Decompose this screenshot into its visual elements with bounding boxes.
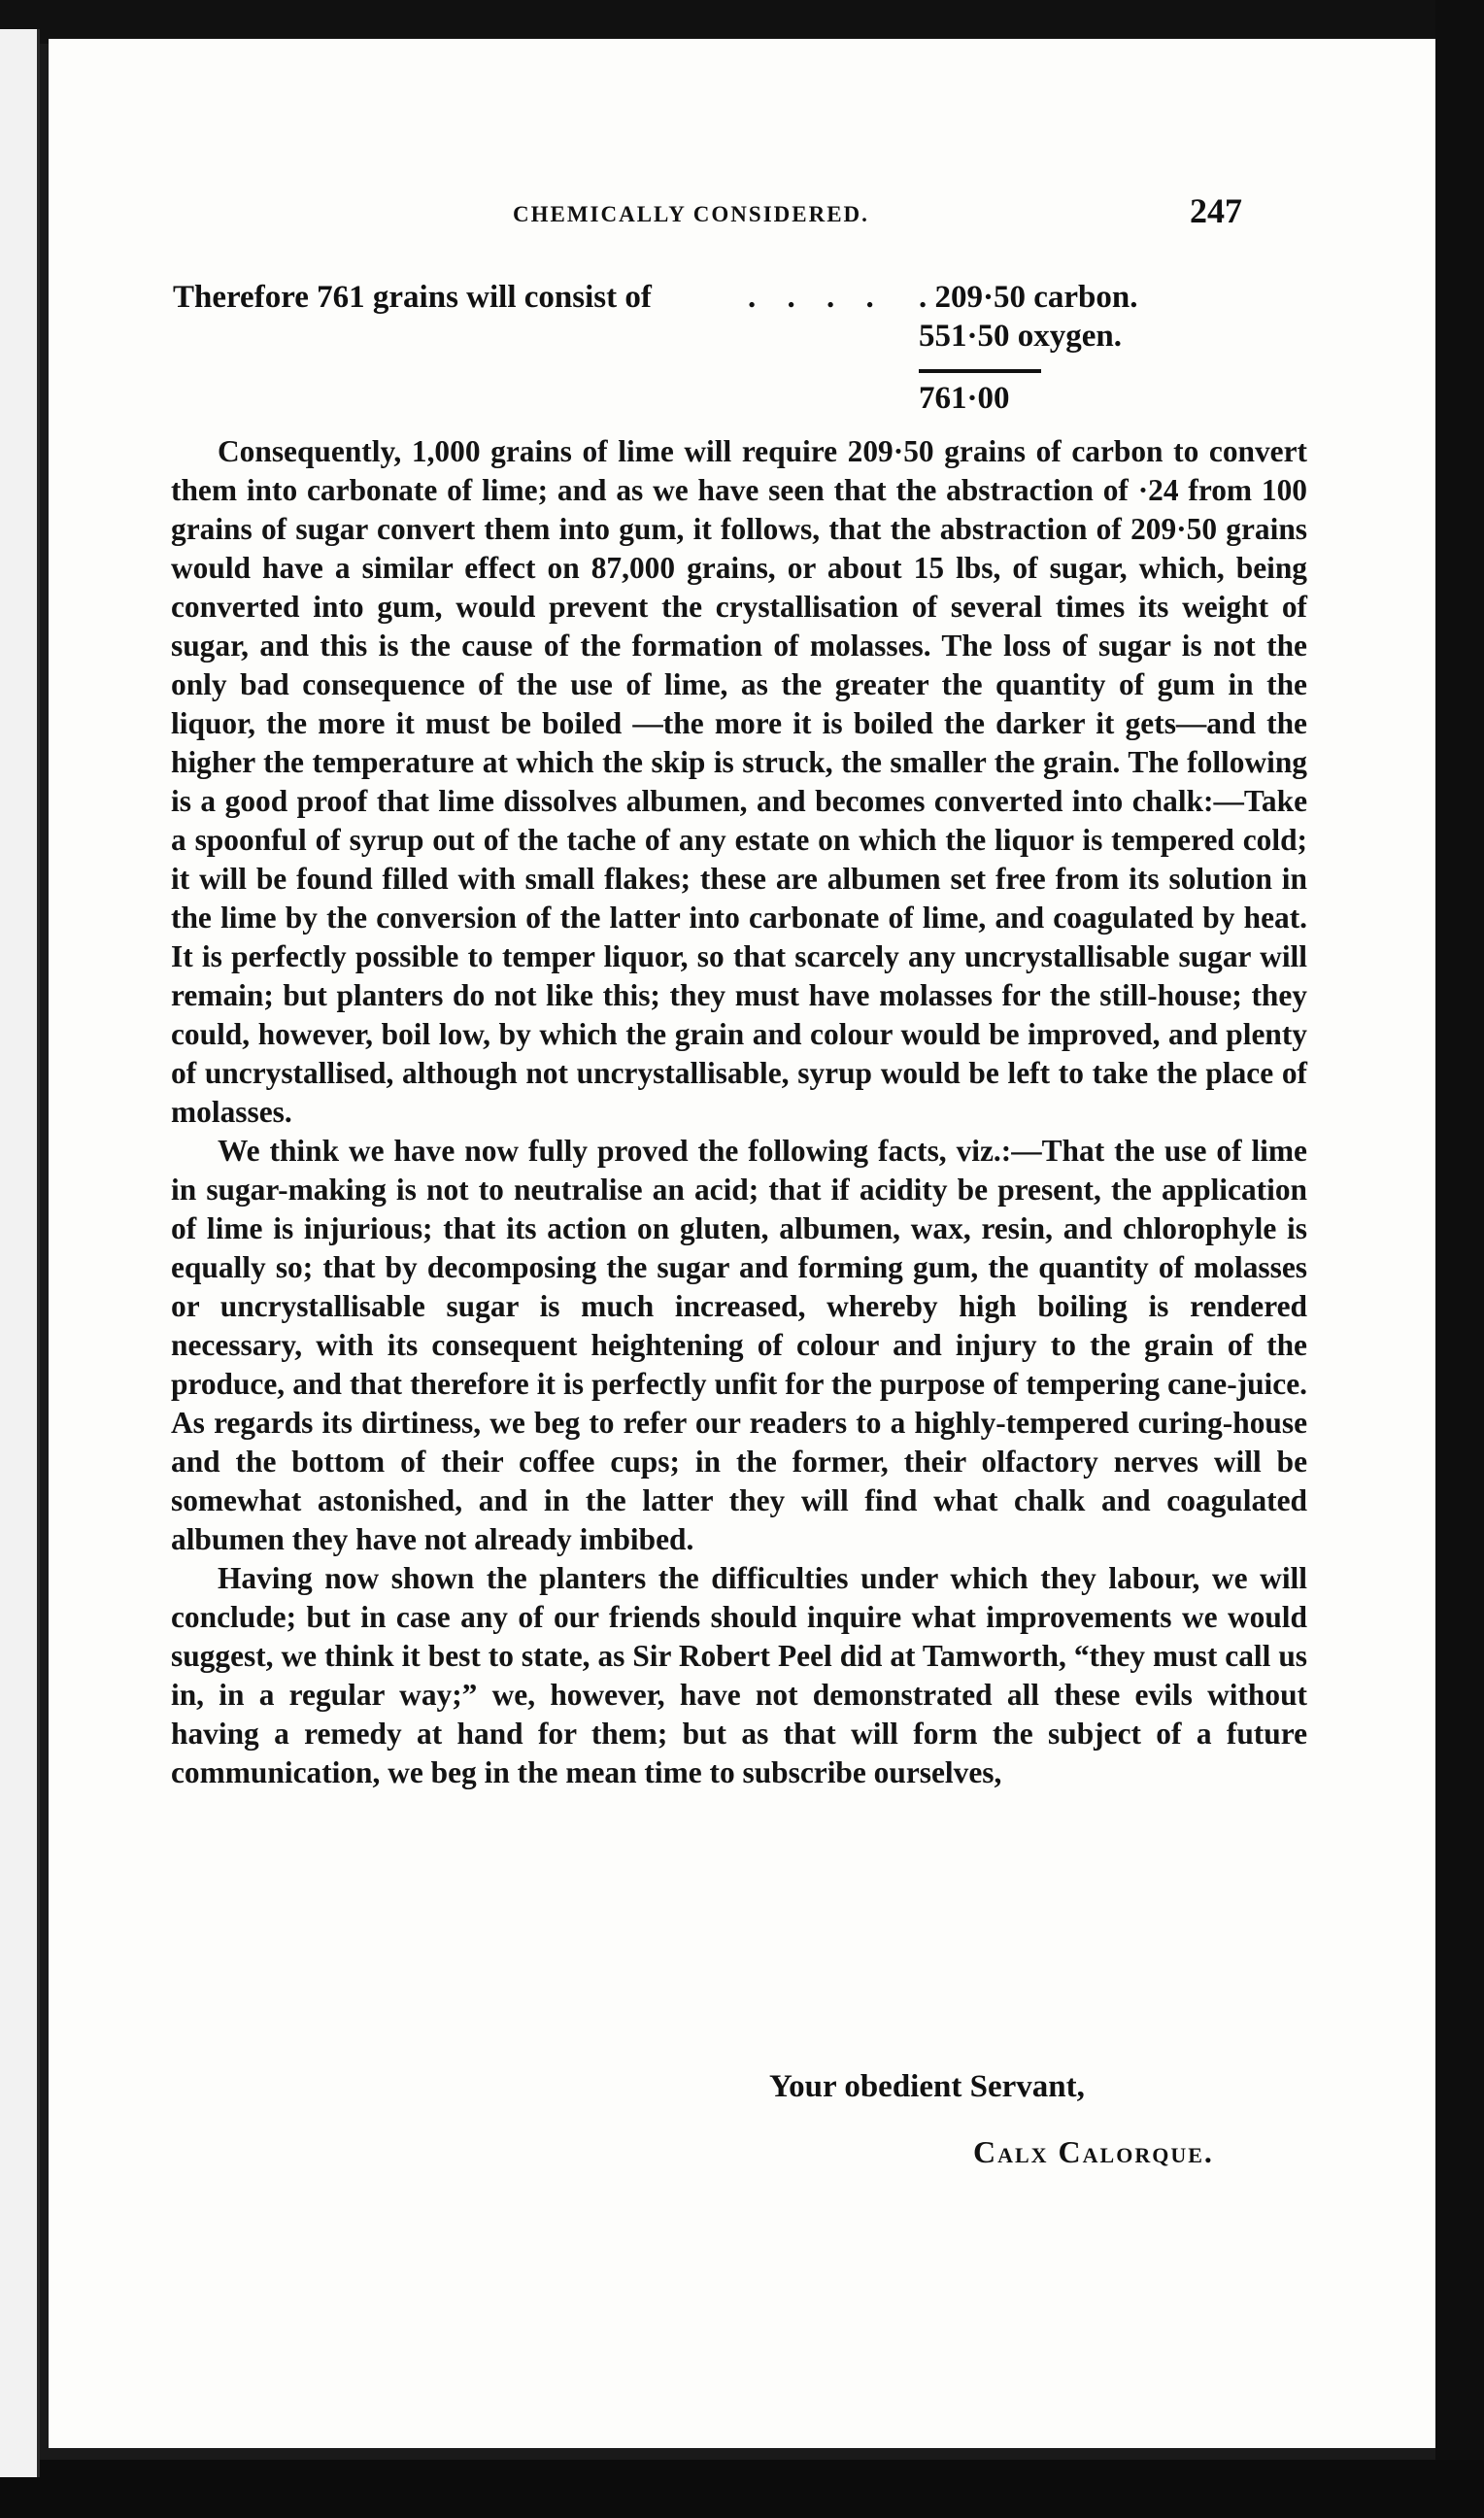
page-number: 247 — [1190, 191, 1242, 230]
calculation-oxygen-line: 551·50 oxygen. — [919, 319, 1123, 354]
scan-border-top — [0, 0, 1484, 44]
scan-border-bottom — [0, 2460, 1484, 2518]
calculation-leader-dots: . . . . — [748, 280, 886, 315]
letter-closing: Your obedient Servant, — [769, 2069, 1085, 2104]
scan-border-right — [1435, 0, 1484, 2518]
calculation-intro: Therefore 761 grains will consist of — [173, 280, 652, 315]
paragraph: Consequently, 1,000 grains of lime will require 209·50 grains of carbon to convert them into carbonate of lime; and as we have seen that the abstraction of ·24 from 100 grains of sugar convert them into gum, it follows, that the abstraction of 209·50 grains would have a similar effect on 87,000 grains, or about 15 lbs, of sugar, which, being converted into gum, would prevent the crystallisation of several times its weight of sugar, and this is the cause of the formation of molasses. The loss of sugar is not the only bad consequence of the use of lime, as the greater the quantity of gum in the liquor, the more it must be boiled —the more it is boiled the darker it gets—and the higher the temperature at which the skip is struck, the smaller the grain. The following is a good proof that lime dissolves albumen, and becomes converted into chalk:—Take a spoonful of syrup out of the tache of any estate on which the liquor is tempered cold; it will be found filled with small flakes; these are albumen set free from its solution in the lime by the conversion of the latter into carbonate of lime, and coagulated by heat. It is perfectly possible to temper liquor, so that scarcely any uncrystallisable sugar will remain; but planters do not like this; they must have molasses for the still-house; they could, however, boil low, by which the grain and colour would be improved, and plenty of uncrystallised, although not uncrystallisable, syrup would be left to take the place of molasses. — [171, 434, 1307, 1129]
paragraph: Having now shown the planters the difficulties under which they labour, we will conclude; but in case any of our friends should inquire what improvements we would suggest, we think it best to state, as Sir Robert Peel did at Tamworth, “they must call us in, in a regular way;” we, however, have not demonstrated all these evils without having a remedy at hand for them; but as that will form the subject of a future communication, we beg in the mean time to subscribe ourselves, — [171, 1561, 1307, 1789]
calculation-total: 761·00 — [919, 381, 1010, 416]
body-text — [171, 432, 1307, 1792]
previous-page-edge — [0, 29, 40, 2477]
signature: Calx Calorque. — [973, 2134, 1214, 2169]
book-page — [49, 39, 1435, 2448]
paragraph: We think we have now fully proved the following facts, viz.:—That the use of lime in sugar-making is not to neutralise an acid; that if acidity be present, the application of lime is injurious; that its action on gluten, albumen, wax, resin, and chlorophyle is equally so; that by decomposing the sugar and forming gum, the quantity of molasses or uncrystallisable sugar is much increased, whereby high boiling is rendered necessary, with its consequent heightening of colour and injury to the grain of the produce, and that therefore it is perfectly unfit for the purpose of tempering cane-juice. As regards its dirtiness, we beg to refer our readers to a highly-tempered curing-house and the bottom of their coffee cups; in the former, their olfactory nerves will be somewhat astonished, and in the latter they will find what chalk and coagulated albumen they have not already imbibed. — [171, 1134, 1307, 1556]
calculation-carbon-line: . 209·50 carbon. — [919, 280, 1138, 315]
calculation-sum-rule — [919, 369, 1041, 373]
running-head: CHEMICALLY CONSIDERED. — [513, 202, 869, 226]
